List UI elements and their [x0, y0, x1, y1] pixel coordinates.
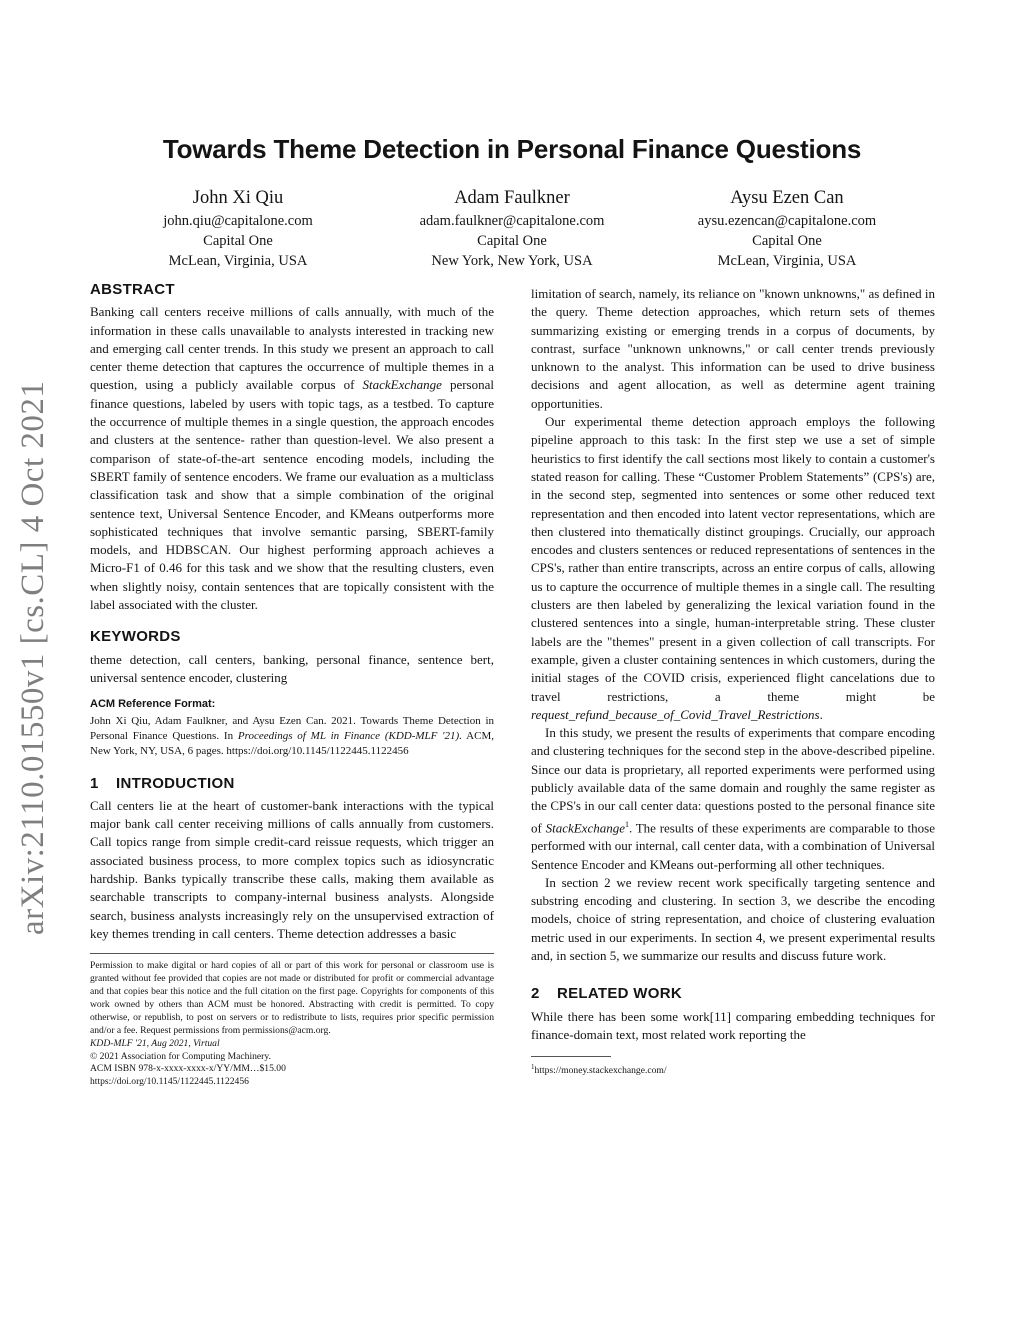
- author-block: [88, 186, 388, 271]
- body-paragraph: Our experimental theme detection approach employs the following pipeline approach to this task: In the first step we use a set of simple heuristics to first identify the call sections most likely to contain a customer's stated reason for calling. These “Customer Problem Statements” (CPS's) are, in the second step, segmented into sentences or some other reduced text representation and then encoded into latent vector representations, which are then clustered into thematically distinct groupings. Crucially, our approach encodes and clusters sentences or reduced representations of sentences in the CPS's, rather than entire transcripts, across an entire corpus of calls, allowing us to capture the occurrence of multiple themes in a single call. The resulting clusters are then labeled by generalizing the lexical variation found in the clustered sentences into a single, human-interpretable string. These cluster labels are the "themes" present in a given collection of call transcripts. For example, given a cluster containing sentences in which customers, during the initial stages of the COVID crisis, experienced flight cancelations due to travel restrictions, a theme might be request_refund_because_of_Covid_Travel_Restrictions.: [531, 414, 935, 722]
- footnote-ref[interactable]: 1: [624, 819, 629, 829]
- section-heading-introduction: 1 INTRODUCTION: [90, 774, 235, 792]
- section-heading-related-work: 2 RELATED WORK: [531, 985, 682, 1003]
- author-email: john.qiu@capitalone.com: [163, 213, 313, 229]
- abstract-text: Banking call centers receive millions of calls annually, with much of the information in these calls unavailable to analysts interested in tracking new and emerging call center trends. In this study we present an approach to call center theme detection that captures the occurrence of multiple themes in a question, using a publicly available corpus of StackExchange personal finance questions, labeled by users with topic tags, as a testbed. To capture the occurrence of multiple themes in a single question, the approach encodes and clusters at the sentence- rather than question-level. We also present a comparison of state-of-the-art sentence encoding models, including the SBERT family of sentence encoders. We frame our evaluation as a multiclass classification task and show that a simple combination of the original sentence text, Universal Sentence Encoder, and KMeans outperforms more sophisticated techniques that involve semantic parsing, SBERT-family models, and HDBSCAN. Our highest performing approach achieves a Micro-F1 of 0.46 for this task and we show that the resulting clusters, even when slightly noisy, contain sentences that are topically consistent with the label associated with the cluster.: [90, 304, 494, 613]
- keywords-heading: KEYWORDS: [90, 628, 181, 646]
- body-paragraph: While there has been some work[11] comparing embedding techniques for finance-domain text, most related work reporting the: [531, 1008, 935, 1042]
- venue: KDD-MLF '21, Aug 2021, Virtual: [90, 1037, 220, 1049]
- footnote: $^1$https://money.stackexchange.com/: [531, 1063, 667, 1077]
- author-org: Capital One: [203, 233, 273, 249]
- author-block: [362, 186, 662, 271]
- author-org: Capital One: [752, 233, 822, 249]
- paper-title: Towards Theme Detection in Personal Finance Questions: [162, 134, 862, 164]
- footnote-divider: [531, 1056, 611, 1057]
- author-org: Capital One: [477, 233, 547, 249]
- footnote-link[interactable]: https://money.stackexchange.com/: [534, 1065, 667, 1077]
- body-paragraph: In section 2 we review recent work specifically targeting sentence and substring encoding and clustering. In section 3, we describe the encoding models, choice of string representation, and choice of clustering evaluation metric used in our experiments. In section 4, we present experimental results and, in section 5, we summarize our results and discuss future work.: [531, 874, 935, 964]
- right-column: [531, 285, 935, 1077]
- isbn: ACM ISBN 978-x-xxxx-xxxx-x/YY/MM…$15.00: [90, 1063, 286, 1075]
- arxiv-identifier: arXiv:2110.01550v1 [cs.CL] 4 Oct 2021: [15, 380, 51, 935]
- body-paragraph: limitation of search, namely, its reliance on "known unknowns," as defined in the query. Theme detection approaches, which return sets of themes summarizing existing or emerging trends in a corpus of documents, by contrast, surface "unknown unknowns," or call center trends previously unknown to the analyst. This information can be used to drive business decisions and agent allocation, as well as determine agent training opportunities.: [531, 286, 935, 411]
- acm-reference-text: John Xi Qiu, Adam Faulkner, and Aysu Ezen Can. 2021. Towards Theme Detection in Personal Finance Questions. In Proceedings of ML in Finance (KDD-MLF '21). ACM, New York, NY, USA, 6 pages. https://doi.org/10.1145/1122445.1122456: [90, 714, 494, 757]
- divider: [90, 953, 494, 954]
- author-name: Adam Faulkner: [454, 188, 570, 208]
- author-block: [637, 186, 937, 271]
- body-paragraph: In this study, we present the results of experiments that compare encoding and clustering techniques for the second step in the above-described pipeline. Since our data is proprietary, all reported experiments were performed using publicly available data of the same domain and roughly the same register as the CPS's in our call center data: questions posted to the personal finance site of StackExchange$^1$. The results of these experiments are comparable to those performed with our internal, call center data, with a combination of Universal Sentence Encoder and KMeans out-performing all other techniques.: [531, 725, 935, 872]
- author-location: McLean, Virginia, USA: [717, 253, 857, 269]
- left-column: [90, 281, 494, 1089]
- abstract-heading: ABSTRACT: [90, 281, 175, 298]
- intro-paragraph: Call centers lie at the heart of customer-bank interactions with the typical major bank call center receiving millions of calls annually from customers. Call topics range from simple credit-card reissue requests, which trigger an associated business process, to more complex topics such as idiosyncratic hardship. Banks typically transcribe these calls, making them available as searchable transcripts to company-internal business analysts. Alongside search, business analysts increasingly rely on the unsupervised extraction of key themes trending in call centers. Theme detection addresses a basic: [90, 797, 494, 941]
- author-email: adam.faulkner@capitalone.com: [419, 213, 605, 229]
- copyright: © 2021 Association for Computing Machinery.: [90, 1050, 271, 1062]
- permission-notice: Permission to make digital or hard copies of all or part of this work for personal or classroom use is granted without fee provided that copies are not made or distributed for profit or commercial advantage and that copies bear this notice and the full citation on the first page. Copyrights for components of this work owned by others than ACM must be honored. Abstracting with credit is permitted. To copy otherwise, or republish, to post on servers or to redistribute to lists, requires prior specific permission and/or a fee. Request permissions from permissions@acm.org.: [90, 960, 494, 1036]
- author-name: Aysu Ezen Can: [730, 188, 844, 208]
- author-location: New York, New York, USA: [431, 253, 593, 269]
- doi-link[interactable]: https://doi.org/10.1145/1122445.1122456: [90, 1076, 249, 1088]
- acm-reference-heading: ACM Reference Format:: [90, 698, 216, 711]
- author-email: aysu.ezencan@capitalone.com: [697, 213, 877, 229]
- author-location: McLean, Virginia, USA: [168, 253, 308, 269]
- author-name: John Xi Qiu: [192, 188, 284, 208]
- keywords-text: theme detection, call centers, banking, personal finance, sentence bert, universal sentence encoder, clustering: [90, 651, 494, 685]
